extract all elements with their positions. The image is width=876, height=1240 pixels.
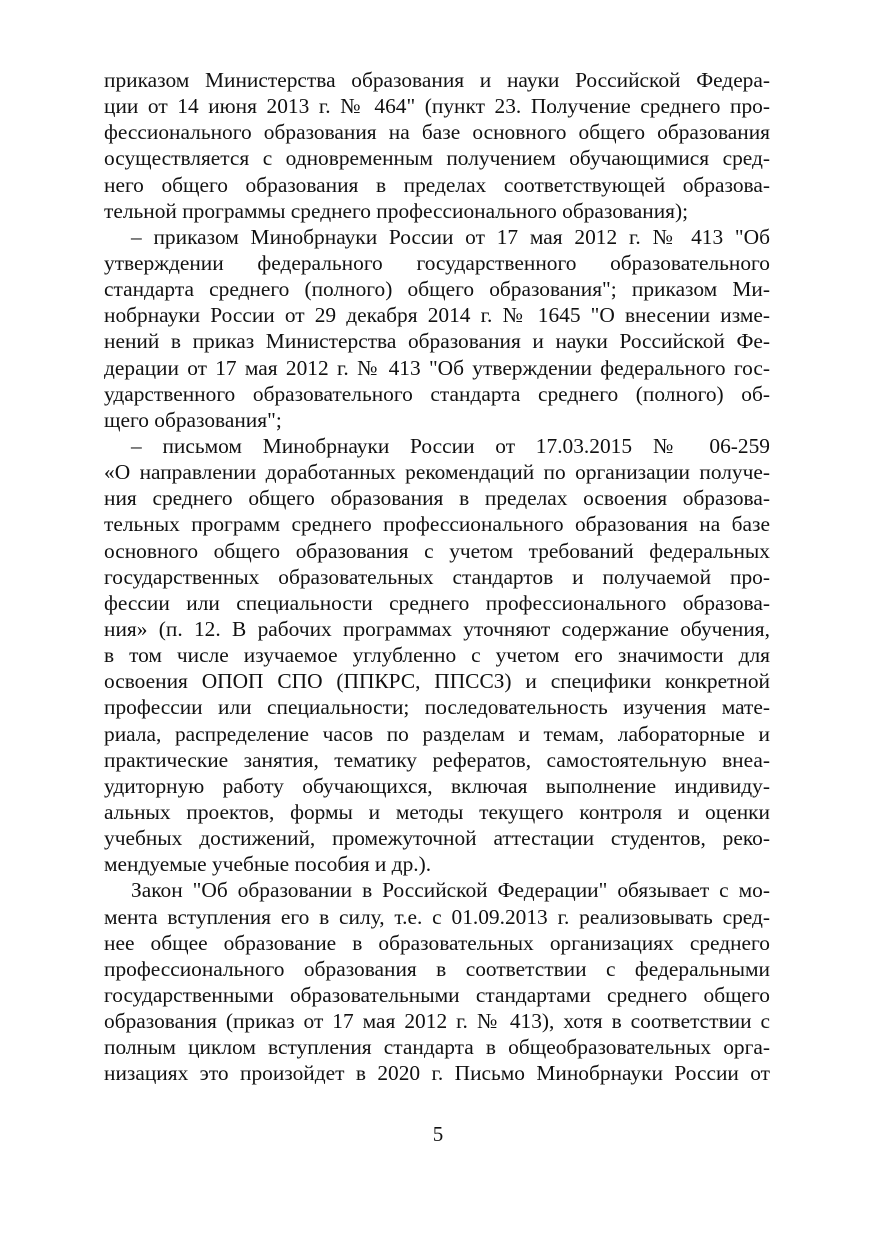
text-line: нений в приказ Министерства образования и науки Российской Фе-: [104, 329, 770, 354]
text-line: Закон "Об образовании в Российской Федерации" обязывает с мо-: [131, 878, 770, 903]
text-line: стандарта среднего (полного) общего образования"; приказом Ми-: [104, 277, 770, 302]
text-line: государственных образовательных стандартов и получаемой про-: [104, 564, 770, 589]
text-line: в том числе изучаемое углубленно с учетом его значимости для: [104, 643, 770, 668]
text-line: основного общего образования с учетом требований федеральных: [104, 538, 770, 563]
text-line: практические занятия, тематику рефератов, самостоятельную внеа-: [104, 747, 770, 772]
text-line: нобрнауки России от 29 декабря 2014 г. № 1645 "О внесении изме-: [104, 303, 770, 328]
text-line: ударственного образовательного стандарта среднего (полного) об-: [104, 381, 770, 406]
text-line: – письмом Минобрнауки России от 17.03.2015 № 06-259: [131, 433, 770, 458]
text-line: полным циклом вступления стандарта в общеобразовательных орга-: [104, 1035, 770, 1060]
text-line: учебных достижений, промежуточной аттестации студентов, реко-: [104, 826, 770, 851]
text-line: мента вступления его в силу, т.е. с 01.09.2013 г. реализовывать сред-: [104, 904, 770, 929]
text-line: ния среднего общего образования в пределах освоения образова-: [104, 486, 770, 511]
text-line: удиторную работу обучающихся, включая выполнение индивиду-: [104, 773, 770, 798]
text-line: государственными образовательными стандартами среднего общего: [104, 982, 770, 1007]
text-line: нее общее образование в образовательных организациях среднего: [104, 930, 770, 955]
text-line: осуществляется с одновременным получением обучающимися сред-: [104, 146, 770, 171]
text-line: приказом Министерства образования и науки Российской Федера-: [104, 68, 770, 92]
text-line: тельной программы среднего профессионального образования);: [104, 198, 689, 223]
body-text: [104, 67, 770, 1086]
text-line: щего образования";: [104, 407, 282, 432]
text-line: ции от 14 июня 2013 г. № 464" (пункт 23. Получение среднего про-: [104, 94, 770, 119]
text-line: профессии или специальности; последовательность изучения мате-: [104, 695, 770, 720]
text-line: фессии или специальности среднего профессионального образова-: [104, 590, 770, 615]
text-line: фессионального образования на базе основного общего образования: [104, 120, 770, 145]
text-line: образования (приказ от 17 мая 2012 г. № 413), хотя в соответствии с: [104, 1009, 770, 1034]
page-number: 5: [432, 1122, 444, 1146]
text-line: освоения ОПОП СПО (ППКРС, ППССЗ) и специфики конкретной: [104, 669, 770, 694]
text-line: – приказом Минобрнауки России от 17 мая 2012 г. № 413 "Об: [131, 224, 770, 249]
text-line: альных проектов, формы и методы текущего контроля и оценки: [104, 799, 770, 824]
text-line: риала, распределение часов по разделам и темам, лабораторные и: [104, 721, 770, 746]
text-line: ния» (п. 12. В рабочих программах уточняют содержание обучения,: [104, 616, 770, 641]
text-line: профессионального образования в соответствии с федеральными: [104, 956, 770, 981]
text-line: него общего образования в пределах соответствующей образова-: [104, 172, 770, 197]
text-line: утверждении федерального государственного образовательного: [104, 250, 770, 275]
text-line: мендуемые учебные пособия и др.).: [104, 852, 432, 877]
text-line: тельных программ среднего профессионального образования на базе: [104, 512, 770, 537]
text-line: низациях это произойдет в 2020 г. Письмо Минобрнауки России от: [104, 1061, 770, 1086]
text-line: «О направлении доработанных рекомендаций по организации получе-: [104, 460, 770, 485]
text-line: дерации от 17 мая 2012 г. № 413 "Об утверждении федерального гос-: [104, 355, 770, 380]
